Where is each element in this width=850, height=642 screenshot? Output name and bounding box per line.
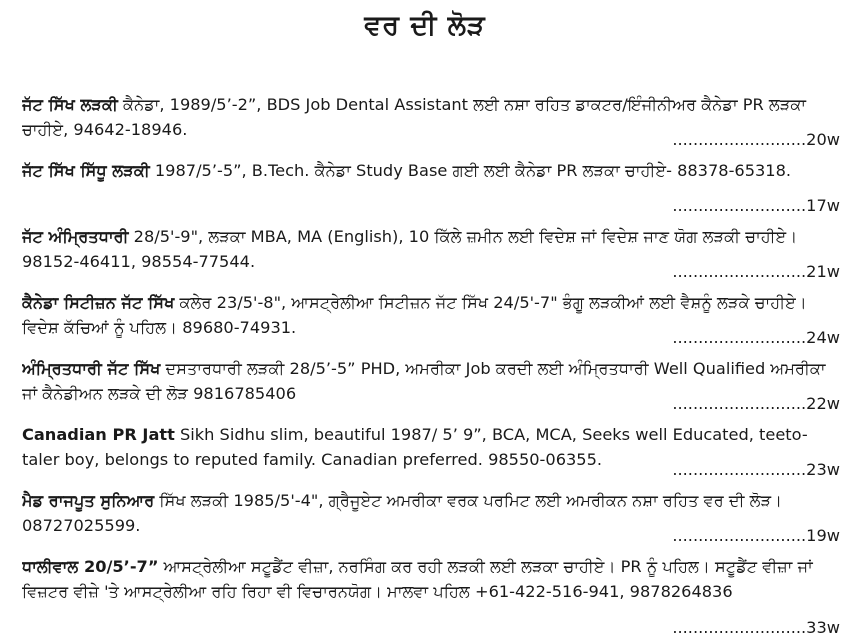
ad-heading: ਧਾਲੀਵਾਲ 20/5’-7” <box>22 557 159 576</box>
ad-item-7 <box>22 488 840 554</box>
ad-item-3 <box>22 224 840 290</box>
ad-reference: ..........................22w <box>666 391 840 416</box>
ad-item-8 <box>22 554 840 633</box>
ad-reference: ..........................20w <box>666 127 840 152</box>
ad-reference: ..........................24w <box>666 325 840 350</box>
ad-body: ਸਿੱਖ ਲੜਕੀ 1985/5'-4", ਗ੍ਰੈਜੂਏਟ ਅਮਰੀਕਾ ਵਰਕ ਪਰਮਿਟ ਲਈ ਅਮਰੀਕਨ ਨਸ਼ਾ ਰਹਿਤ ਵਰ ਦੀ ਲੋੜ। 08727025599. <box>22 491 783 535</box>
ad-body: ਕੈਨੇਡਾ, 1989/5’-2”, BDS Job Dental Assistant ਲਈ ਨਸ਼ਾ ਰਹਿਤ ਡਾਕਟਰ/ਇੰਜੀਨੀਅਰ ਕੈਨੇਡਾ PR ਲੜਕਾ ਚਾਹੀਏ, 94642-18946. <box>22 95 807 139</box>
ad-reference: ..........................23w <box>666 457 840 482</box>
ad-reference: ..........................17w <box>666 193 840 218</box>
ad-body: ਕਲੇਰ 23/5'-8", ਆਸਟ੍ਰੇਲੀਆ ਸਿਟੀਜ਼ਨ ਜੱਟ ਸਿੱਖ 24/5'-7" ਭੰਗੂ ਲੜਕੀਆਂ ਲਈ ਵੈਸ਼ਨੂੰ ਲੜਕੇ ਚਾਹੀਏ। ਵਿਦੇਸ਼ ਕੱਚਿਆਂ ਨੂੰ ਪਹਿਲ। 89680-74931. <box>22 293 807 337</box>
ad-heading: ਅੰਮ੍ਰਿਤਧਾਰੀ ਜੱਟ ਸਿੱਖ <box>22 359 161 378</box>
ad-reference: ..........................19w <box>666 523 840 548</box>
ad-body: ਦਸਤਾਰਧਾਰੀ ਲੜਕੀ 28/5’-5” PHD, ਅਮਰੀਕਾ Job ਕਰਦੀ ਲਈ ਅੰਮ੍ਰਿਤਧਾਰੀ Well Qualified ਅਮਰੀਕਾ ਜਾਂ ਕੈਨੇਡੀਅਨ ਲੜਕੇ ਦੀ ਲੋੜ 9816785406 <box>22 359 826 403</box>
ad-body: 28/5'-9", ਲੜਕਾ MBA, MA (English), 10 ਕਿੱਲੇ ਜ਼ਮੀਨ ਲਈ ਵਿਦੇਸ਼ ਜਾਂ ਵਿਦੇਸ਼ ਜਾਣ ਯੋਗ ਲੜਕੀ ਚਾਹੀਏ। 98152-46411, 98554-77544. <box>22 227 798 271</box>
ad-heading: Canadian PR Jatt <box>22 425 175 444</box>
ad-body: Sikh Sidhu slim, beautiful 1987/ 5’ 9”, BCA, MCA, Seeks well Educated, teeto-taler boy, belongs to reputed family. Canadian preferred. 98550-06355. <box>22 425 808 469</box>
ad-item-5 <box>22 356 840 422</box>
ad-item-1 <box>22 92 840 158</box>
ad-heading: ਜੱਟ ਸਿੱਖ ਲੜਕੀ <box>22 95 118 114</box>
ad-body: 1987/5’-5”, B.Tech. ਕੈਨੇਡਾ Study Base ਗਈ ਲਈ ਕੈਨੇਡਾ PR ਲੜਕਾ ਚਾਹੀਏ- 88378-65318. <box>149 161 792 180</box>
ad-item-4 <box>22 290 840 356</box>
ad-reference: ..........................21w <box>666 259 840 284</box>
matrimonial-ads-list <box>22 92 840 633</box>
ad-body: ਆਸਟ੍ਰੇਲੀਆ ਸਟੂਡੈਂਟ ਵੀਜ਼ਾ, ਨਰਸਿੰਗ ਕਰ ਰਹੀ ਲੜਕੀ ਲਈ ਲੜਕਾ ਚਾਹੀਏ। PR ਨੂੰ ਪਹਿਲ। ਸਟੂਡੈਂਟ ਵੀਜ਼ਾ ਜਾਂ ਵਿਜ਼ਟਰ ਵੀਜ਼ੇ 'ਤੇ ਆਸਟ੍ਰੇਲੀਆ ਰਹਿ ਰਿਹਾ ਵੀ ਵਿਚਾਰਨਯੋਗ। ਮਾਲਵਾ ਪਹਿਲ +61-422-516-941, 9878264836 <box>22 557 813 601</box>
ad-item-2 <box>22 158 840 224</box>
ad-heading: ਜੱਟ ਅੰਮ੍ਰਿਤਧਾਰੀ <box>22 227 129 246</box>
ad-heading: ਜੱਟ ਸਿੱਖ ਸਿੱਧੂ ਲੜਕੀ <box>22 161 150 180</box>
page-title: ਵਰ ਦੀ ਲੋੜ <box>364 10 486 41</box>
ad-item-6 <box>22 422 840 488</box>
ad-heading: ਕੈਨੇਡਾ ਸਿਟੀਜ਼ਨ ਜੱਟ ਸਿੱਖ <box>22 293 175 312</box>
ad-reference: ..........................33w <box>666 615 840 633</box>
ad-heading: ਮੈਡ ਰਾਜਪੂਤ ਸੁਨਿਆਰ <box>22 491 155 510</box>
